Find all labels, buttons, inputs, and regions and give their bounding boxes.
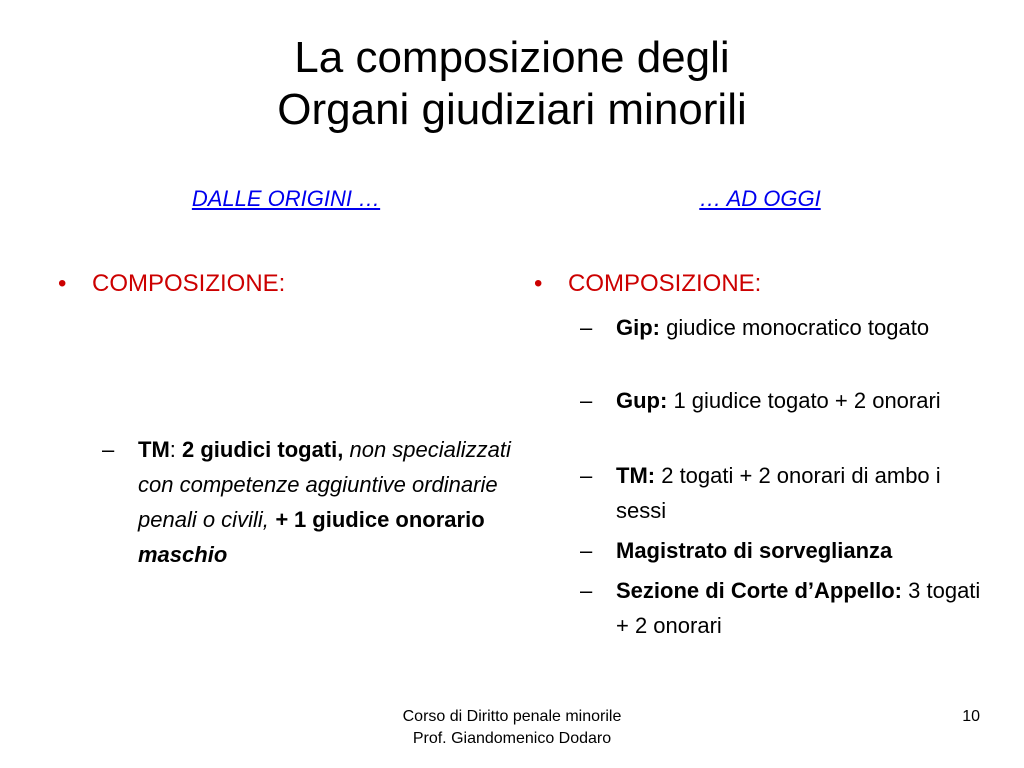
dash-marker: – <box>580 388 593 413</box>
slide-title <box>0 32 1024 136</box>
dash-marker: – <box>580 315 593 340</box>
left-column-header-link[interactable]: DALLE ORIGINI … <box>191 186 381 211</box>
footer-professor: Prof. Giandomenico Dodaro <box>412 730 612 747</box>
right-column-header-link[interactable]: … AD OGGI <box>699 186 821 211</box>
item-label: Gup: <box>616 388 668 413</box>
left-bullet-label: COMPOSIZIONE: <box>92 270 286 297</box>
slide-footer <box>312 706 712 750</box>
item-text: giudice monocratico togato <box>666 315 930 340</box>
dash-marker: – <box>580 538 593 563</box>
bullet-dot: • <box>534 270 543 297</box>
item-label: TM: <box>616 463 656 488</box>
left-bullet <box>58 270 358 300</box>
item-label: Sezione di Corte d’Appello: <box>616 578 903 603</box>
title-line-2: Organi giudiziari minorili <box>277 85 747 134</box>
right-bullet-label: COMPOSIZIONE: <box>568 270 762 297</box>
tm-gender: maschio <box>138 542 228 567</box>
item-label: Gip: <box>616 315 660 340</box>
bullet-dot: • <box>58 270 67 297</box>
page-number: 10 <box>962 708 980 725</box>
tm-colon: : <box>169 437 176 462</box>
right-bullet <box>534 270 834 300</box>
dash-marker: – <box>580 578 593 603</box>
item-text: 2 togati + 2 onorari di ambo i sessi <box>616 463 941 523</box>
tm-label: TM <box>138 437 170 462</box>
left-sub-body <box>138 432 518 572</box>
tm-plus: + <box>274 507 288 532</box>
item-text: 1 giudice togato + 2 onorari <box>673 388 941 413</box>
dash-marker: – <box>580 463 593 488</box>
title-line-1: La composizione degli <box>294 33 730 82</box>
dash-marker: – <box>102 437 115 462</box>
tm-honorary: 1 giudice onorario <box>293 507 485 532</box>
tm-judges: 2 giudici togati, <box>182 437 344 462</box>
footer-course: Corso di Diritto penale minorile <box>402 708 622 725</box>
item-label: Magistrato di sorveglianza <box>616 538 893 563</box>
item-text: 3 togati + 2 onorari <box>616 578 981 638</box>
tm-desc: non specializzati con competenze aggiuntive ordinarie penali o civili, <box>138 437 511 532</box>
